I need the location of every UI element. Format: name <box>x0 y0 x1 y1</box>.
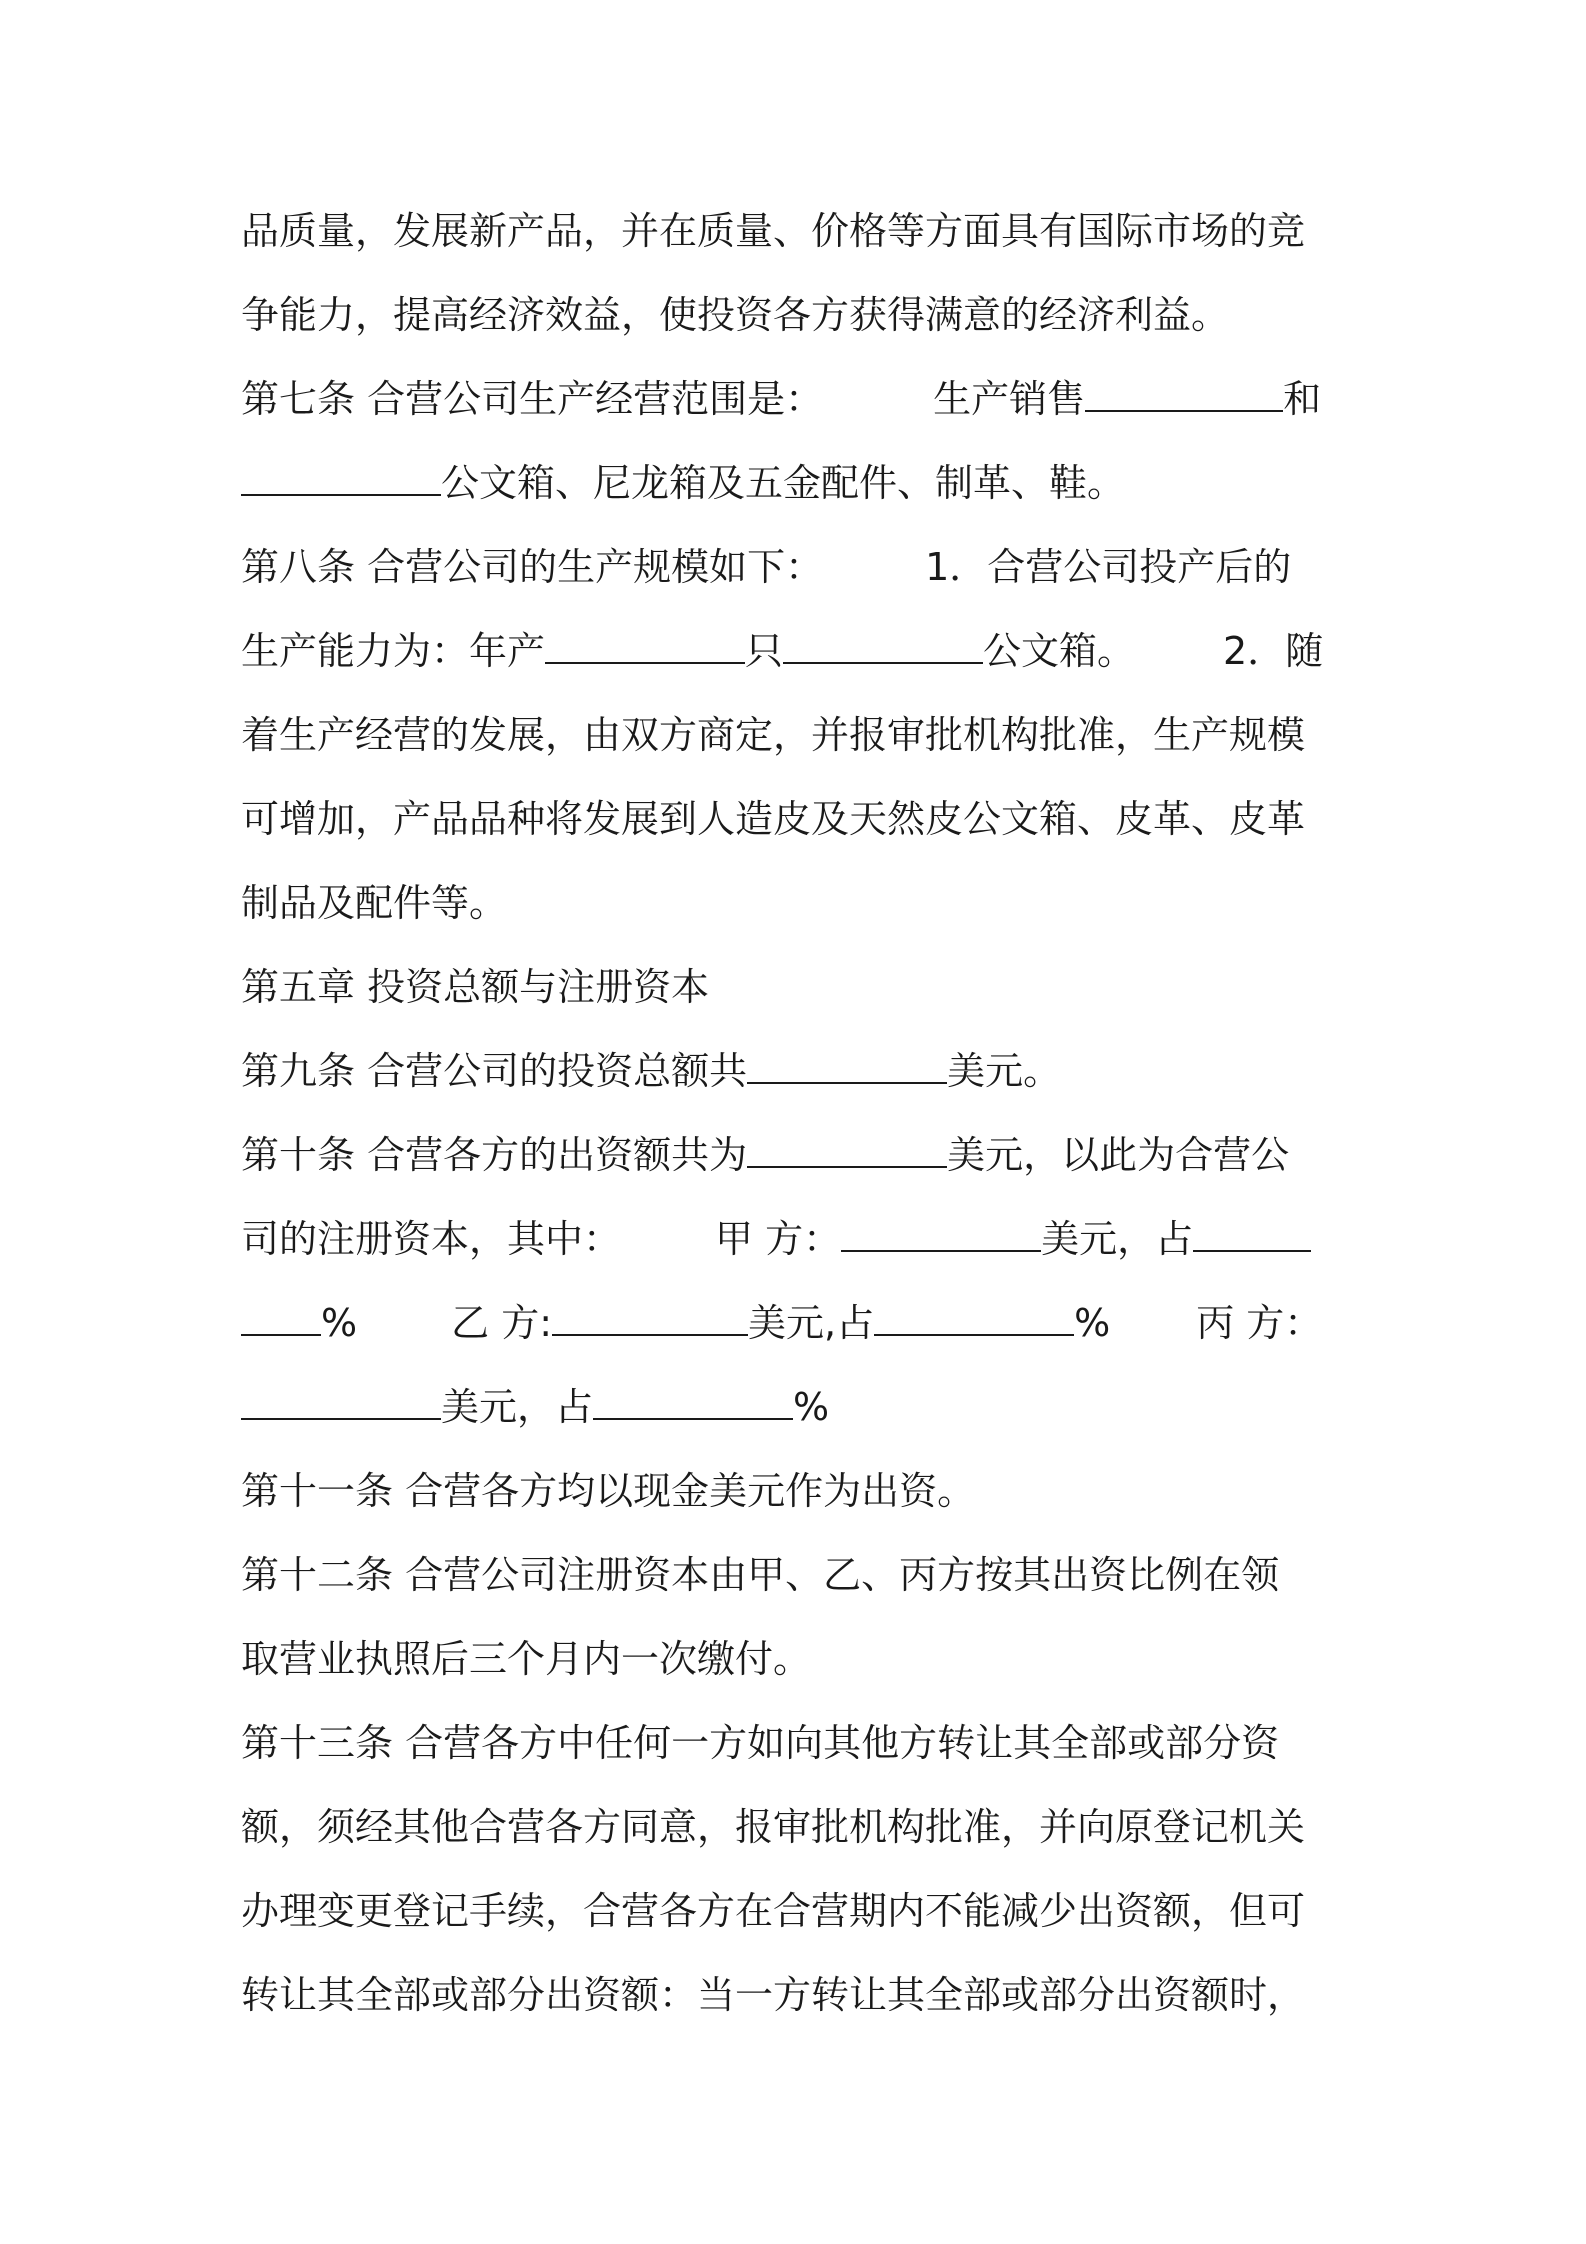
percent-sign: % <box>793 1385 830 1429</box>
article-7-line <box>241 368 1361 430</box>
paragraph-text: 办理变更登记手续，合营各方在合营期内不能减少出资额，但可 <box>241 1889 1306 1933</box>
chapter-heading: 第五章 投资总额与注册资本 <box>241 965 710 1009</box>
fill-in-blank[interactable] <box>841 1210 1041 1252</box>
paragraph-text: 1．合营公司投产后的 <box>925 545 1292 589</box>
percent-sign: % <box>321 1301 358 1345</box>
party-b-label: 乙 方: <box>451 1301 552 1345</box>
article-heading: 第十一条 合营各方均以现金美元作为出资。 <box>241 1469 976 1513</box>
text-line <box>241 1796 1361 1858</box>
paragraph-text: 司的注册资本，其中： <box>241 1217 622 1261</box>
paragraph-text: 品质量，发展新产品，并在质量、价格等方面具有国际市场的竞 <box>241 209 1306 253</box>
article-13-line <box>241 1712 1361 1774</box>
article-heading: 第八条 合营公司的生产规模如下： <box>241 545 824 589</box>
fill-in-blank[interactable] <box>1085 370 1283 412</box>
fill-in-blank[interactable] <box>593 1378 793 1420</box>
article-heading: 第十二条 合营公司注册资本由甲、乙、丙方按其出资比例在领 <box>241 1553 1280 1597</box>
paragraph-text: 转让其全部或部分出资额：当一方转让其全部或部分出资额时， <box>241 1973 1306 2017</box>
text-line <box>241 1880 1361 1942</box>
paragraph-text: 2．随 <box>1223 629 1324 673</box>
paragraph-text: 美元，占 <box>441 1385 594 1429</box>
paragraph-text: 美元，以此为合营公 <box>947 1133 1290 1177</box>
fill-in-blank[interactable] <box>747 1126 947 1168</box>
fill-in-blank[interactable] <box>747 1042 947 1084</box>
article-heading: 第七条 合营公司生产经营范围是： <box>241 377 824 421</box>
paragraph-text: 美元,占 <box>748 1301 875 1345</box>
chapter-heading-line <box>241 956 1361 1018</box>
paragraph-text: 额，须经其他合营各方同意，报审批机构批准，并向原登记机关 <box>241 1805 1306 1849</box>
paragraph-text: 生产能力为：年产 <box>241 629 546 673</box>
fill-in-blank[interactable] <box>1193 1210 1311 1252</box>
text-line <box>241 1376 1361 1438</box>
paragraph-text: 取营业执照后三个月内一次缴付。 <box>241 1637 812 1681</box>
text-line <box>241 200 1361 262</box>
article-heading: 第十三条 合营各方中任何一方如向其他方转让其全部或部分资 <box>241 1721 1280 1765</box>
article-heading: 第十条 合营各方的出资额共为 <box>241 1133 748 1177</box>
text-line <box>241 452 1361 514</box>
party-a-label: 甲 方： <box>715 1217 842 1261</box>
percent-sign: % <box>1074 1301 1111 1345</box>
article-10-line <box>241 1124 1361 1186</box>
fill-in-blank[interactable] <box>552 1294 748 1336</box>
text-line <box>241 620 1361 682</box>
text-line <box>241 1964 1361 2026</box>
fill-in-blank[interactable] <box>874 1294 1074 1336</box>
text-line <box>241 1292 1361 1354</box>
paragraph-text: 美元。 <box>947 1049 1062 1093</box>
paragraph-text: 可增加，产品品种将发展到人造皮及天然皮公文箱、皮革、皮革 <box>241 797 1306 841</box>
article-heading: 第九条 合营公司的投资总额共 <box>241 1049 748 1093</box>
paragraph-text: 只 <box>745 629 784 673</box>
article-11-line <box>241 1460 1361 1522</box>
paragraph-text: 和 <box>1283 377 1322 421</box>
paragraph-text: 制品及配件等。 <box>241 881 508 925</box>
paragraph-text: 美元，占 <box>1041 1217 1194 1261</box>
text-line <box>241 1208 1361 1270</box>
fill-in-blank[interactable] <box>783 622 983 664</box>
text-line <box>241 284 1361 346</box>
article-9-line <box>241 1040 1361 1102</box>
party-c-label: 丙 方： <box>1196 1301 1323 1345</box>
text-line <box>241 1628 1361 1690</box>
article-8-line <box>241 536 1361 598</box>
text-line <box>241 788 1361 850</box>
paragraph-text: 着生产经营的发展，由双方商定，并报审批机构批准，生产规模 <box>241 713 1306 757</box>
fill-in-blank[interactable] <box>241 1294 321 1336</box>
paragraph-text: 生产销售 <box>933 377 1086 421</box>
text-line <box>241 704 1361 766</box>
paragraph-text: 公文箱、尼龙箱及五金配件、制革、鞋。 <box>441 461 1126 505</box>
fill-in-blank[interactable] <box>241 1378 441 1420</box>
article-12-line <box>241 1544 1361 1606</box>
fill-in-blank[interactable] <box>241 454 441 496</box>
fill-in-blank[interactable] <box>545 622 745 664</box>
text-line <box>241 872 1361 934</box>
paragraph-text: 公文箱。 <box>983 629 1136 673</box>
paragraph-text: 争能力，提高经济效益，使投资各方获得满意的经济利益。 <box>241 293 1230 337</box>
